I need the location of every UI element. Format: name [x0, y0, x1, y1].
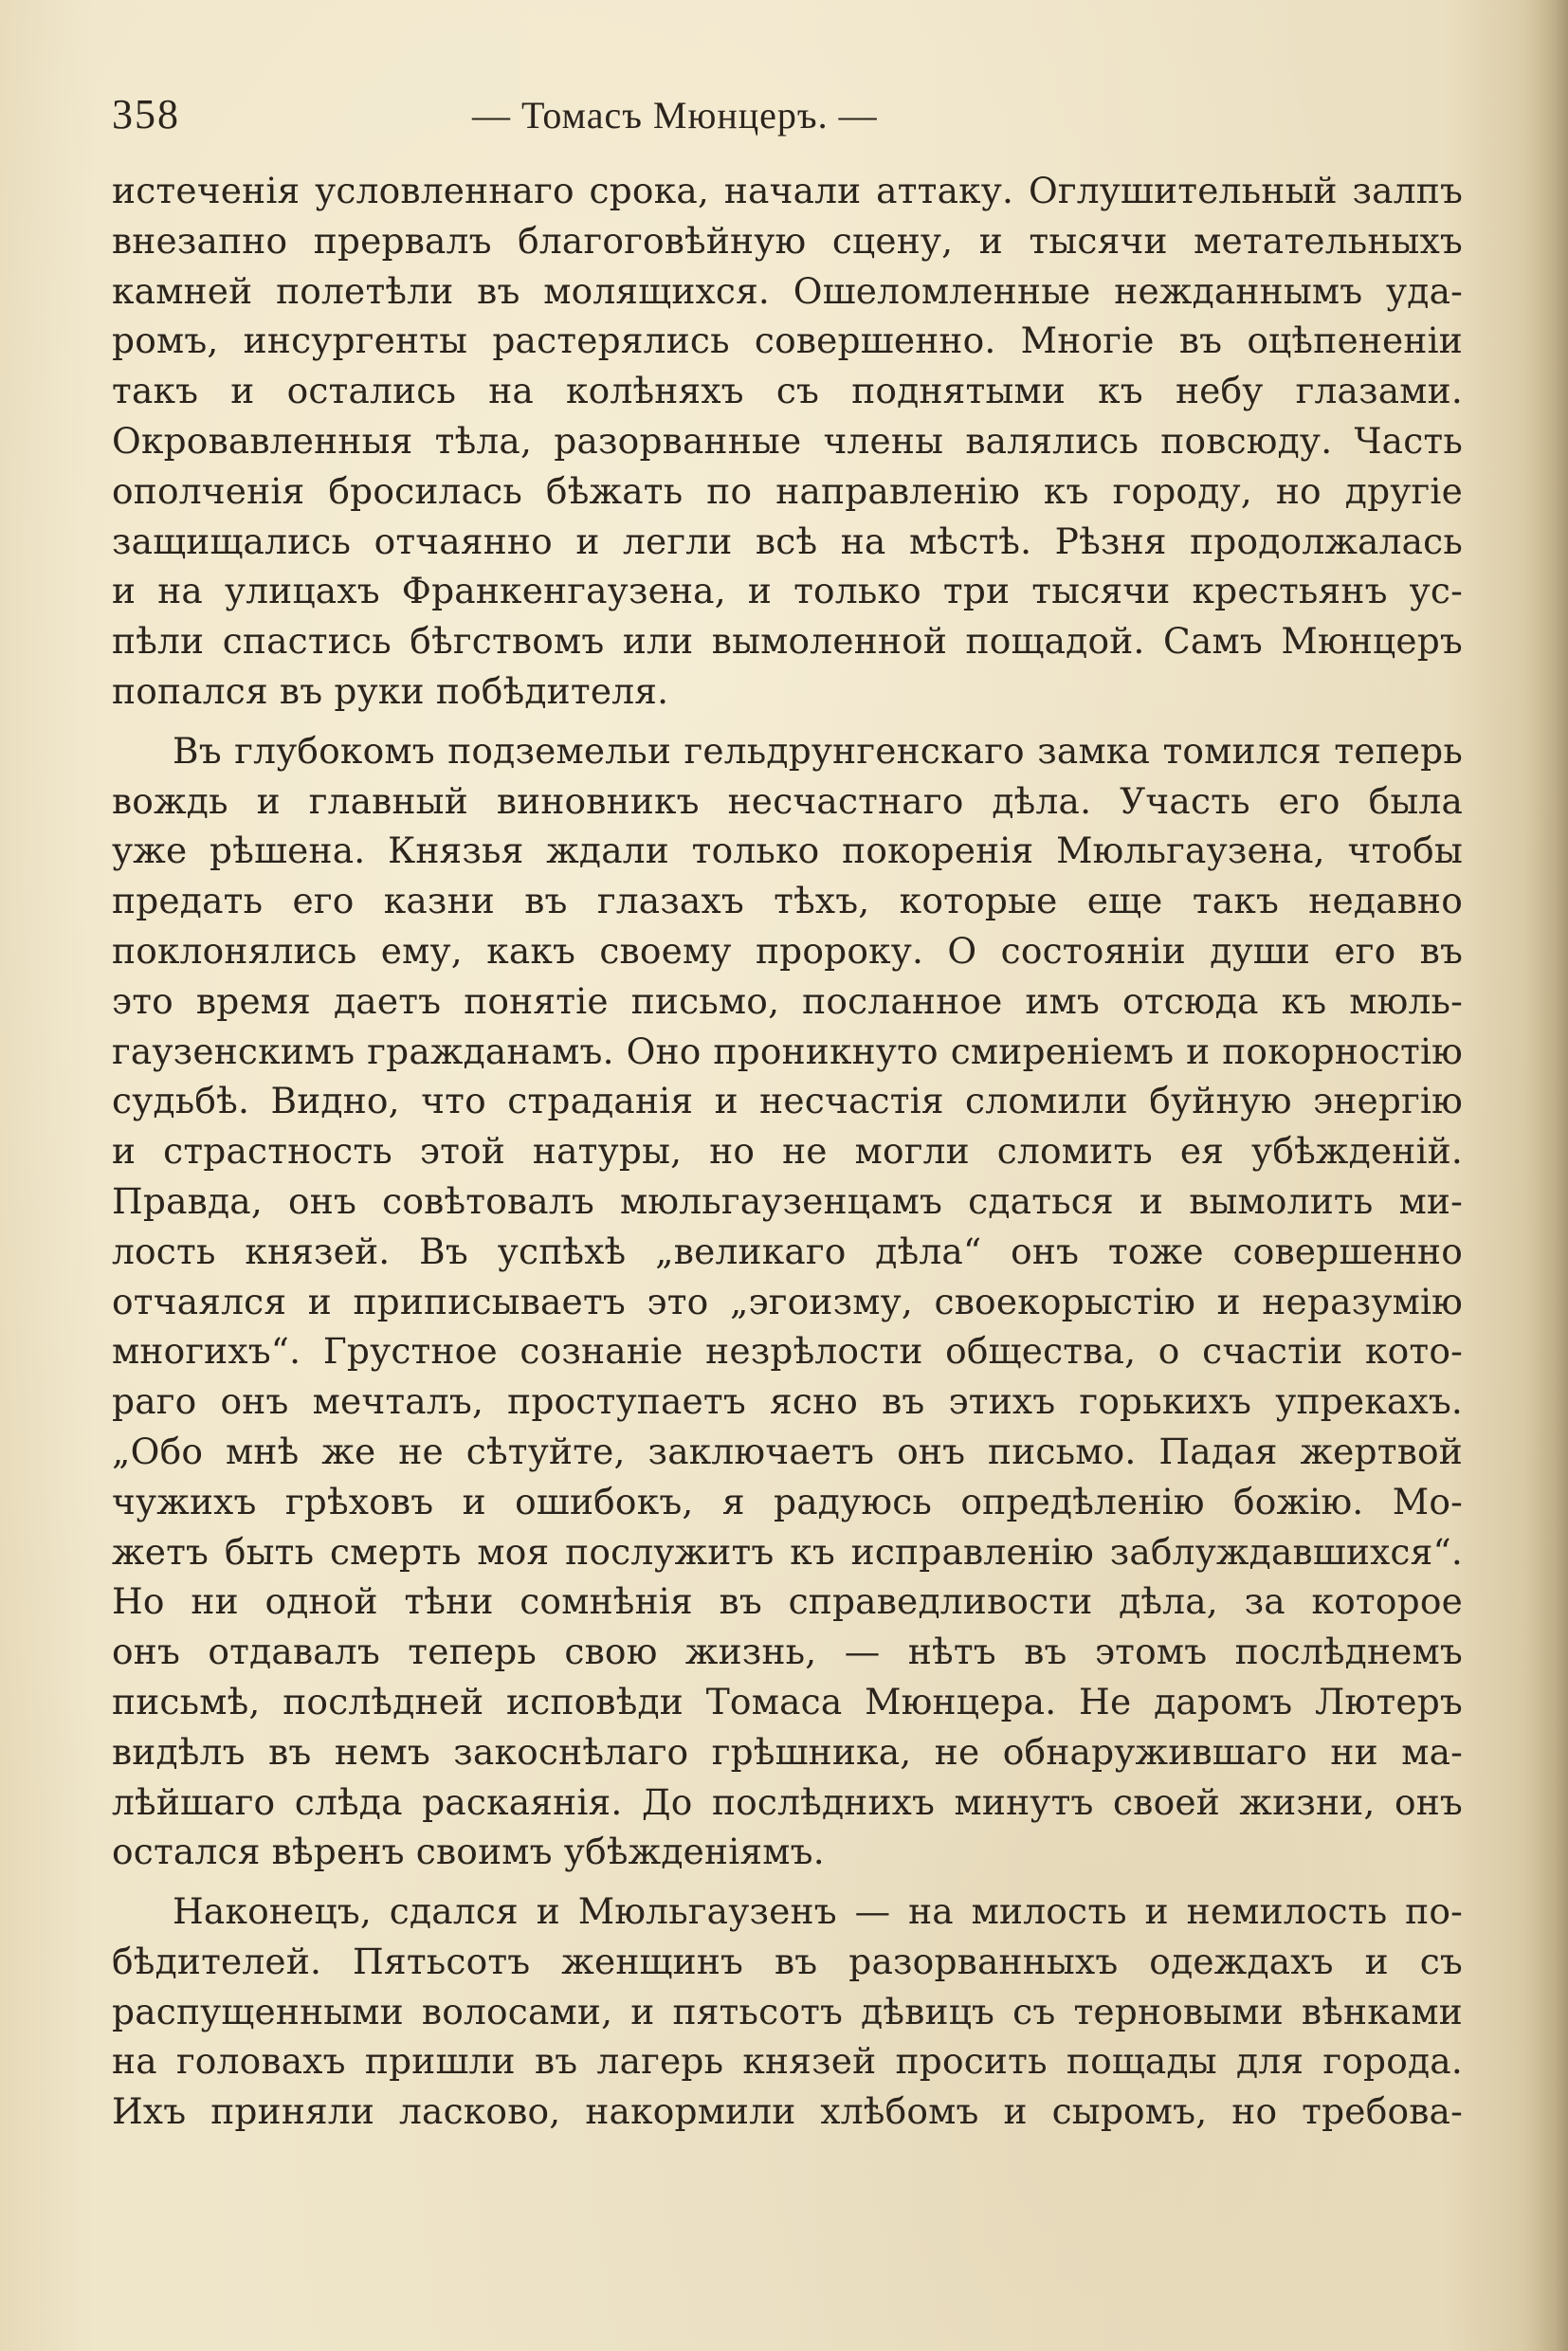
- text-line: истеченія условленнаго срока, начали аттаку. Оглушительный залпъ: [112, 170, 1463, 211]
- text-line: лость князей. Въ успѣхѣ „великаго дѣла“ онъ тоже совершенно: [112, 1230, 1463, 1272]
- text-line: предать его казни въ глазахъ тѣхъ, которые еще такъ недавно: [112, 880, 1463, 922]
- text-line: письмѣ, послѣдней исповѣди Томаса Мюнцера. Не даромъ Лютеръ: [112, 1680, 1463, 1722]
- text-line: распущенными волосами, и пятьсотъ дѣвицъ съ терновыми вѣнками: [112, 1990, 1463, 2032]
- text-line: поклонялись ему, какъ своему пророку. О состояніи души его въ: [112, 929, 1463, 972]
- text-line: жетъ быть смерть моя послужитъ къ исправленію заблуждавшихся“.: [112, 1530, 1463, 1573]
- text-line: бѣдителей. Пятьсотъ женщинъ въ разорванныхъ одеждахъ и съ: [112, 1940, 1463, 1982]
- paragraph-gap: [112, 1877, 1463, 1886]
- text-line: остался вѣренъ своимъ убѣжденіямъ.: [112, 1831, 825, 1873]
- text-line: Окровавленныя тѣла, разорванные члены валялись повсюду. Часть: [112, 419, 1463, 462]
- text-line: раго онъ мечталъ, проступаетъ ясно въ этихъ горькихъ упрекахъ.: [112, 1380, 1463, 1423]
- text-line: гаузенскимъ гражданамъ. Оно проникнуто смиреніемъ и покорностію: [112, 1030, 1463, 1072]
- text-line: и на улицахъ Франкенгаузена, и только три тысячи крестьянъ ус-: [112, 570, 1463, 612]
- text-line: Въ глубокомъ подземельи гельдрунгенскаго замка томился теперь: [173, 729, 1463, 772]
- text-line: лѣйшаго слѣда раскаянія. До послѣднихъ минутъ своей жизни, онъ: [112, 1780, 1463, 1823]
- text-line: вождь и главный виновникъ несчастнаго дѣла. Участь его была: [112, 779, 1463, 822]
- paragraph: [112, 166, 1463, 717]
- text-line: Но ни одной тѣни сомнѣнія въ справедливости дѣла, за которое: [112, 1580, 1463, 1623]
- text-line: попался въ руки побѣдителя.: [112, 669, 669, 712]
- running-header: [112, 90, 1463, 166]
- text-line: отчаялся и приписываетъ это „эгоизму, своекорыстію и неразумію: [112, 1280, 1463, 1322]
- paragraph: [112, 726, 1463, 1877]
- text-line: такъ и остались на колѣняхъ съ поднятыми къ небу глазами.: [112, 370, 1463, 412]
- text-line: многихъ“. Грустное сознаніе незрѣлости общества, о счастіи кото-: [112, 1330, 1463, 1373]
- text-line: камней полетѣли въ молящихся. Ошеломленные нежданнымъ уда-: [112, 269, 1463, 312]
- text-line: Правда, онъ совѣтовалъ мюльгаузенцамъ сдаться и вымолить ми-: [112, 1179, 1463, 1222]
- binding-shadow: [1524, 0, 1568, 2351]
- text-line: видѣлъ въ немъ закоснѣлаго грѣшника, не обнаружившаго ни ма-: [112, 1730, 1463, 1773]
- running-title: — Томасъ Мюнцеръ. —: [472, 94, 878, 137]
- text-line: защищались отчаянно и легли всѣ на мѣстѣ. Рѣзня продолжалась: [112, 519, 1463, 562]
- text-line: ополченія бросилась бѣжать по направленію къ городу, но другіе: [112, 469, 1463, 512]
- text-line: онъ отдавалъ теперь свою жизнь, — нѣтъ въ этомъ послѣднемъ: [112, 1631, 1463, 1673]
- paragraph: [112, 1886, 1463, 2137]
- text-line: это время даетъ понятіе письмо, посланное имъ отсюда къ мюль-: [112, 979, 1463, 1022]
- text-line: судьбѣ. Видно, что страданія и несчастія сломили буйную энергію: [112, 1080, 1463, 1122]
- text-line: „Обо мнѣ же не сѣтуйте, заключаетъ онъ письмо. Падая жертвой: [112, 1430, 1463, 1472]
- text-line: на головахъ пришли въ лагерь князей просить пощады для города.: [112, 2040, 1463, 2083]
- body-text: [112, 166, 1463, 2137]
- text-line: Ихъ приняли ласково, накормили хлѣбомъ и сыромъ, но требова-: [112, 2090, 1463, 2133]
- text-line: внезапно прервалъ благоговѣйную сцену, и тысячи метательныхъ: [112, 219, 1463, 262]
- text-line: чужихъ грѣховъ и ошибокъ, я радуюсь опредѣленію божію. Мо-: [112, 1480, 1463, 1522]
- text-line: уже рѣшена. Князья ждали только покоренія Мюльгаузена, чтобы: [112, 829, 1463, 872]
- text-line: ромъ, инсургенты растерялись совершенно. Многіе въ оцѣпененіи: [112, 319, 1463, 362]
- paragraph-gap: [112, 717, 1463, 726]
- page-content: [112, 90, 1463, 2137]
- text-line: и страстность этой натуры, но не могли сломить ея убѣжденій.: [112, 1130, 1463, 1173]
- page-number: 358: [112, 91, 180, 137]
- text-line: пѣли спастись бѣгствомъ или вымоленной пощадой. Самъ Мюнцеръ: [112, 620, 1463, 663]
- text-line: Наконецъ, сдался и Мюльгаузенъ — на милость и немилость по-: [173, 1890, 1463, 1933]
